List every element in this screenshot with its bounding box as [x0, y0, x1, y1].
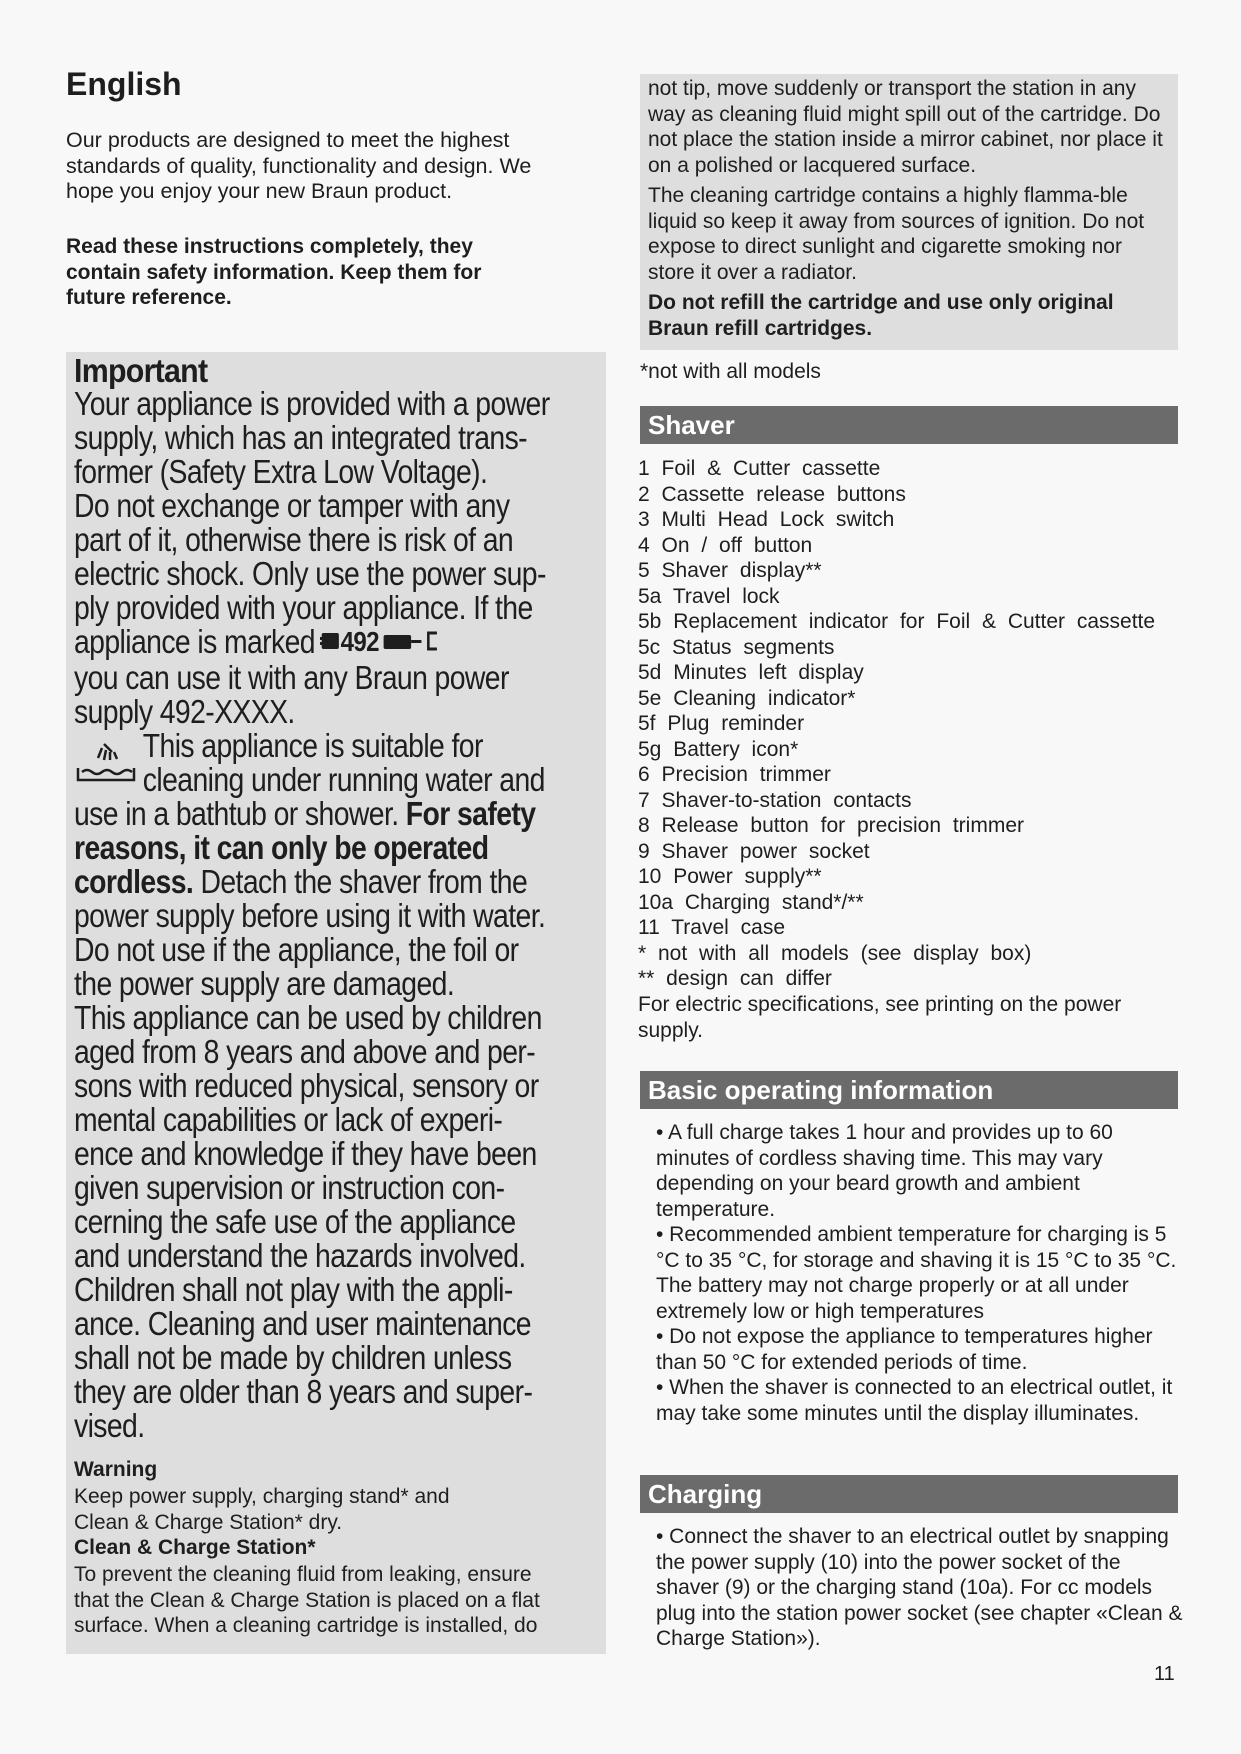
list-item: 5e Cleaning indicator*	[638, 686, 856, 710]
list-item: 2 Cassette release buttons	[638, 482, 906, 506]
list-item: 1 Foil & Cutter cassette	[638, 457, 881, 480]
section-header-basic-operating: Basic operating information	[640, 1071, 1178, 1109]
section-header-charging: Charging	[640, 1475, 1178, 1513]
bold-line	[74, 831, 581, 865]
list-item: 5d Minutes left display	[638, 661, 864, 684]
electric-spec-note: For electric specifications, see printing on the power supply.	[638, 993, 1122, 1042]
important-line: sons with reduced physical, sensory or	[74, 1067, 539, 1105]
cordless-rest: Detach the shaver from the	[193, 863, 528, 901]
bath-line: This appliance is suitable for	[142, 727, 483, 765]
important-line: the power supply are damaged.	[74, 965, 455, 1003]
important-line: they are older than 8 years and super-	[74, 1373, 533, 1411]
list-item: ** design can differ	[638, 967, 832, 990]
important-line: given supervision or instruction con-	[74, 1169, 505, 1207]
list-item: • When the shaver is connected to an electrical outlet, it may take some minutes until the display illuminates.	[656, 1376, 1173, 1425]
important-title: Important	[74, 352, 208, 389]
bathtub-bold: For safety	[405, 795, 536, 833]
list-item: 4 On / off button	[638, 533, 813, 557]
important-line: and understand the hazards involved.	[74, 1237, 526, 1275]
station-warning-box	[640, 74, 1178, 350]
cordless-line	[74, 865, 581, 899]
important-line: supply, which has an integrated trans-	[74, 419, 528, 456]
important-line: supply 492-XXXX.	[74, 693, 295, 731]
important-line: Do not exchange or tamper with any	[74, 487, 510, 524]
section-header-shaver: Shaver	[640, 406, 1178, 444]
important-line: ance. Cleaning and user maintenance	[74, 1305, 531, 1343]
important-line: This appliance can be used by children	[74, 999, 542, 1037]
intro-line: Our products are designed to meet the highest	[66, 128, 510, 152]
important-line: vised.	[74, 1407, 145, 1445]
list-item: * not with all models (see display box)	[638, 941, 1032, 965]
intro-line: standards of quality, functionality and design. We	[66, 153, 532, 178]
clean-charge-text	[74, 1562, 604, 1639]
list-item: 10a Charging stand*/**	[638, 890, 864, 914]
list-item: 5g Battery icon*	[638, 737, 799, 761]
basic-info-list	[656, 1120, 1186, 1426]
cordless-bold: cordless.	[74, 863, 194, 901]
list-item: • Connect the shaver to an electrical outlet by snapping the power supply (10) into the power socket of the shaver (9) or the charging stand (10a). For cc models plug into the station power socket (see chapter «Clean & Charge Station»).	[656, 1525, 1183, 1650]
read-line: future reference.	[66, 286, 232, 309]
bold-text: reasons, it can only be operated	[74, 829, 489, 867]
list-item: 5b Replacement indicator for Foil & Cutter cassette	[638, 610, 1156, 633]
intro-line: hope you enjoy your new Braun product.	[66, 179, 453, 203]
ccs-line: surface. When a cleaning cartridge is installed, do	[74, 1614, 538, 1637]
list-item: 10 Power supply**	[638, 865, 822, 888]
important-line: Do not use if the appliance, the foil or	[74, 931, 519, 969]
important-line: ence and knowledge if they have been	[74, 1135, 537, 1173]
warning-line: Clean & Charge Station* dry.	[74, 1510, 343, 1534]
important-line: electric shock. Only use the power sup-	[74, 555, 546, 592]
bath-line: cleaning under running water and	[142, 761, 545, 799]
list-item: 6 Precision trimmer	[638, 763, 831, 786]
important-line: you can use it with any Braun power	[74, 659, 509, 697]
bathtub-text: use in a bathtub or shower.	[74, 795, 406, 833]
read-line: Read these instructions completely, they	[66, 235, 473, 258]
power-supply-symbol-icon	[320, 627, 449, 661]
box-bold-paragraph: Do not refill the cartridge and use only original Braun refill cartridges.	[648, 291, 1114, 340]
read-instructions-notice	[66, 234, 586, 311]
warning-line: Keep power supply, charging stand* and	[74, 1485, 450, 1508]
list-item: 5a Travel lock	[638, 584, 780, 608]
box-paragraph: The cleaning cartridge contains a highly flamma-ble liquid so keep it away from sources of ignition. Do not expose to direct sunlight and cigarette smoking nor store it over a radiator.	[648, 184, 1145, 284]
read-line: contain safety information. Keep them for	[66, 260, 482, 284]
important-line: cerning the safe use of the appliance	[74, 1203, 516, 1241]
important-line: Children shall not play with the appli-	[74, 1271, 513, 1309]
important-line: former (Safety Extra Low Voltage).	[74, 453, 488, 490]
list-item: • Do not expose the appliance to temperatures higher than 50 °C for extended periods of time.	[656, 1325, 1153, 1374]
list-item: 5c Status segments	[638, 635, 835, 659]
warning-text	[74, 1484, 594, 1535]
marked-line	[74, 625, 581, 661]
parts-list	[638, 456, 1155, 992]
intro-paragraph	[66, 128, 596, 205]
important-line: mental capabilities or lack of experi-	[74, 1101, 503, 1139]
important-line: power supply before using it with water.	[74, 897, 546, 935]
list-item: 9 Shaver power socket	[638, 839, 870, 863]
list-item: 8 Release button for precision trimmer	[638, 814, 1024, 837]
important-line: Your appliance is provided with a power	[74, 385, 550, 422]
list-item: 11 Travel case	[638, 916, 786, 939]
list-item: 5 Shaver display**	[638, 559, 822, 582]
list-item: 5f Plug reminder	[638, 712, 805, 735]
important-body	[74, 387, 581, 1443]
charging-list	[656, 1524, 1186, 1652]
not-all-models-note: *not with all models	[640, 360, 821, 383]
warning-title: Warning	[74, 1458, 158, 1481]
bathtub-line	[74, 797, 581, 831]
symbol-492: 492	[340, 627, 380, 656]
language-title: English	[66, 66, 182, 102]
water-shower-icon	[74, 740, 138, 789]
station-warning-text	[648, 76, 1174, 346]
page-number: 11	[1154, 1663, 1175, 1685]
clean-charge-title: Clean & Charge Station*	[74, 1536, 316, 1559]
important-line: shall not be made by children unless	[74, 1339, 512, 1377]
list-item: 7 Shaver-to-station contacts	[638, 788, 912, 812]
marked-text: appliance is marked	[74, 623, 315, 660]
box-paragraph: not tip, move suddenly or transport the station in any way as cleaning fluid might spill out of the cartridge. Do not place the station inside a mirror cabinet, nor place it on a polished or lacquered surface.	[648, 77, 1163, 177]
important-line: ply provided with your appliance. If the	[74, 589, 533, 626]
ccs-line: that the Clean & Charge Station is placed on a flat	[74, 1588, 540, 1612]
important-line: aged from 8 years and above and per-	[74, 1033, 536, 1071]
important-line: part of it, otherwise there is risk of an	[74, 521, 514, 558]
list-item: • A full charge takes 1 hour and provides up to 60 minutes of cordless shaving time. This may vary depending on your beard growth and ambient temperature.	[656, 1121, 1113, 1221]
ccs-line: To prevent the cleaning fluid from leaking, ensure	[74, 1563, 532, 1586]
list-item: 3 Multi Head Lock switch	[638, 508, 895, 531]
list-item: • Recommended ambient temperature for charging is 5 °C to 35 °C, for storage and shaving it is 15 °C to 35 °C. The battery may not charge properly or at all under extremely low or high temperatures	[656, 1223, 1177, 1323]
